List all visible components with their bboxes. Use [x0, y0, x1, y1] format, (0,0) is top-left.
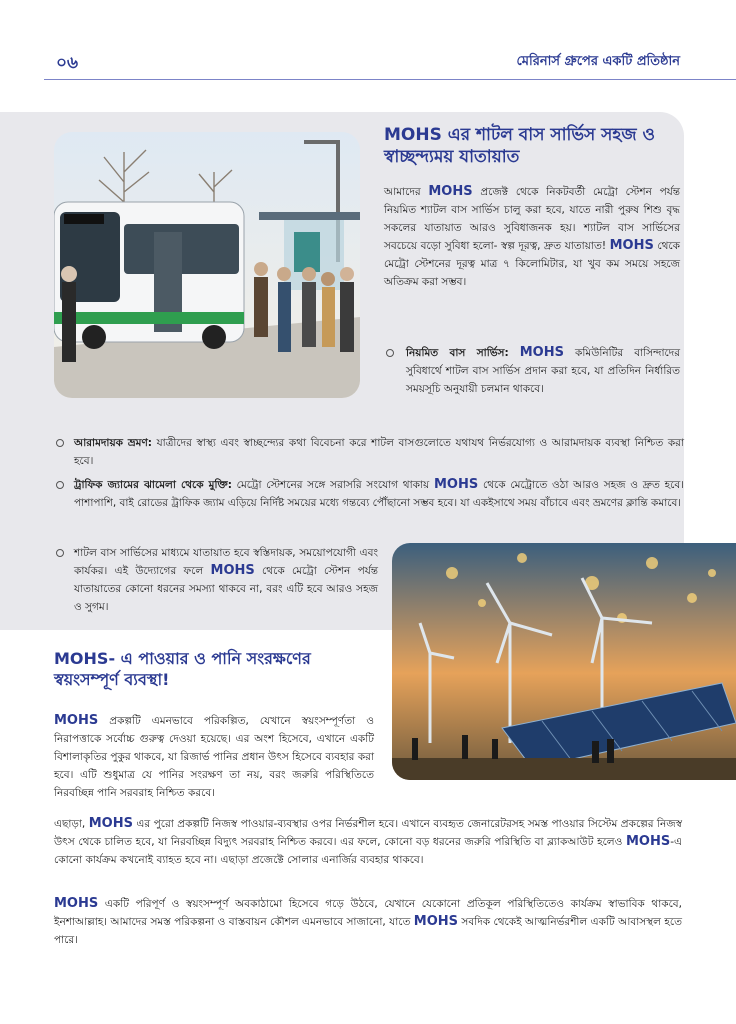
- bullet-regular-bus: নিয়মিত বাস সার্ভিস: MOHS কমিউনিটির বাসিন্দাদের সুবিধার্থে শাটল বাস সার্ভিস প্রদান করা হবে, যা প্রতিদিন নির্ধারিত সময়সূচি অনুযায়ী চলমান থাকবে।: [386, 344, 680, 398]
- header-divider: [44, 79, 736, 80]
- power-paragraph-3: MOHS একটি পরিপূর্ণ ও স্বয়ংসম্পূর্ণ অবকাঠামো হিসেবে গড়ে উঠবে, যেখানে যেকোনো প্রতিকূল পরিস্থিতিতেও কার্যক্রম স্বাভাবিক থাকবে, ইনশাআল্লাহ। আমাদের সমস্ত পরিকল্পনা ও বাস্তবায়ন কৌশল এমনভাবে সাজানো, যাতে MOHS সবদিক থেকেই আত্মনির্ভরশীল একটি আবাসস্থল হতে পারে।: [54, 896, 682, 946]
- shuttle-bullet-list: [54, 434, 684, 518]
- wind-solar-photo: [392, 543, 736, 780]
- bullet-shuttle-summary: শাটল বাস সার্ভিসের মাধ্যমে যাতায়াত হবে স্বস্তিদায়ক, সময়োপযোগী এবং কার্যকর। এই উদ্যোগের ফলে MOHS থেকে মেট্রো স্টেশন পর্যন্ত যাতায়াতের কোনো ধরনের সমস্যা থাকবে না, বরং এটি হবে আরও সহজ ও সুগম।: [54, 544, 378, 616]
- power-paragraph-1: MOHS প্রকল্পটি এমনভাবে পরিকল্পিত, যেখানে স্বয়ংসম্পূর্ণতা ও নিরাপত্তাকে সর্বোচ্চ গুরুত্ব দেওয়া হয়েছে। এর অংশ হিসেবে, এখানে একটি বিশালাকৃতির পুকুর থাকবে, যা রিজার্ভ পানির প্রধান উৎস হিসেবে ব্যবহার করা হবে। এটি শুধুমাত্র যে পানির সংরক্ষণ তা নয়, বরং জরুরি পরিস্থিতিতে নিরবচ্ছিন্ন পানি সরবরাহ নিশ্চিত করবে।: [54, 713, 374, 799]
- bullet-circle-icon: [56, 549, 64, 557]
- page-header: [0, 0, 736, 84]
- page-number: ০৬: [56, 53, 79, 73]
- bullet-circle-icon: [56, 439, 64, 447]
- bus-station-photo: [54, 132, 360, 398]
- power-paragraph-2: এছাড়া, MOHS এর পুরো প্রকল্পটি নিজস্ব পাওয়ার-ব্যবস্থার ওপর নির্ভরশীল হবে। এখানে ব্যবহৃত জেনারেটরসহ সমস্ত পাওয়ার সিস্টেম প্রকল্পের নিজস্ব উৎস থেকে চালিত হবে, যা নিরবচ্ছিন্ন বিদ্যুৎ সরবরাহ নিশ্চিত করবে। এর ফলে, কোনো বড় ধরনের জরুরি পরিস্থিতি বা ব্ল্যাকআউট হলেও MOHS-এ কোনো কার্যক্রম কখনোই ব্যাহত হবে না। এছাড়া প্রজেক্টে সোলার এনার্জির ব্যবহার থাকবে।: [54, 816, 682, 866]
- brand-tagline: মেরিনার্স গ্রুপের একটি প্রতিষ্ঠান: [516, 54, 680, 69]
- bullet-comfortable-travel: আরামদায়ক ভ্রমণ: যাত্রীদের স্বাস্থ্য এবং স্বাচ্ছন্দ্যের কথা বিবেচনা করে শাটল বাসগুলোতে যথাযথ নির্ভরযোগ্য ও আরামদায়ক ব্যবস্থা নিশ্চিত করা হবে।: [54, 434, 684, 470]
- shuttle-intro-paragraph: আমাদের MOHS প্রজেক্ট থেকে নিকটবর্তী মেট্রো স্টেশন পর্যন্ত নিয়মিত শ্যাটল বাস সার্ভিস চালু করা হবে, যাতে নারী পুরুষ শিশু বৃদ্ধ সকলের যাতায়াত আরও সুবিধাজনক হয়। শ্যাটল বাস সার্ভিসের সবচেয়ে বড়ো সুবিধা হলো- স্বল্প দূরত্ব, দ্রুত যাতায়াত! MOHS থেকে মেট্রো স্টেশনের দূরত্ব মাত্র ৭ কিলোমিটার, যা খুব কম সময়ে সহজে অতিক্রম করা সম্ভব।: [384, 184, 680, 288]
- bullet-circle-icon: [386, 349, 394, 357]
- power-heading: MOHS- এ পাওয়ার ও পানি সংরক্ষণের স্বয়ংসম্পূর্ণ ব্যবস্থা!: [54, 649, 311, 689]
- shuttle-heading: MOHS এর শাটল বাস সার্ভিস সহজ ও স্বাচ্ছন্দ্যময় যাতায়াত: [384, 125, 655, 167]
- bullet-circle-icon: [56, 481, 64, 489]
- bullet-traffic-relief: ট্রাফিক জ্যামের ঝামেলা থেকে মুক্তি: মেট্রো স্টেশনের সঙ্গে সরাসরি সংযোগ থাকায় MOHS থেকে মেট্রোতে ওঠা আরও সহজ ও দ্রুত হবে। পাশাপাশি, বাই রোডের ট্রাফিক জ্যাম এড়িয়ে নির্দিষ্ট সময়ের মধ্যে গন্তব্যে পৌঁছানো সম্ভব হবে। যা একইসাথে সময় বাঁচাবে এবং ভ্রমণের ক্লান্তি কমাবে।: [54, 476, 684, 512]
